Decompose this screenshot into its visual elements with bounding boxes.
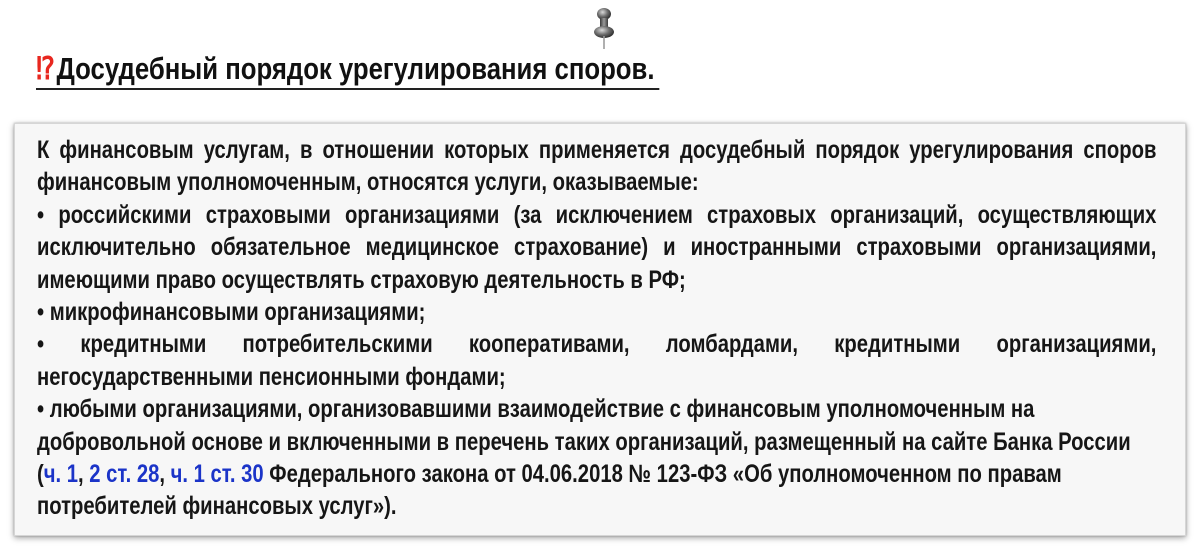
list-item: • микрофинансовыми организациями; (37, 298, 426, 327)
pushpin-icon (592, 6, 616, 52)
list-item-text: • любыми организациями, организовавшими взаимодействие с финансовым уполномоченным на добровольной основе и включенными в перечень таких организаций, размещенный на сайте Банка России ( (37, 395, 1131, 489)
separator: , (159, 460, 171, 489)
card-content (37, 134, 1156, 523)
page-title (36, 50, 659, 90)
info-card (14, 123, 1186, 536)
law-reference-link[interactable]: 2 ст. 28 (89, 460, 160, 489)
exclamation-question-mark-icon: ⁉ (36, 51, 55, 86)
list-item-tail: Федерального закона от 04.06.2018 № 123-ФЗ «Об уполномоченном по правам потребителей финансовых услуг»). (37, 460, 1062, 521)
page-title-text: Досудебный порядок урегулирования споров. (56, 51, 655, 86)
list-item-with-references (37, 393, 1156, 523)
separator: , (78, 460, 90, 489)
list-item: • кредитными потребительскими кооперативами, ломбардами, кредитными организациями, негосударственными пенсионными фондами; (37, 330, 1157, 391)
list-item: • российскими страховыми организациями (за исключением страховых организаций, осуществляющих исключительно обязательное медицинское страхование) и иностранными страховыми организациями, имеющими право осуществлять страховую деятельность в РФ; (37, 200, 1157, 294)
law-reference-link[interactable]: ч. 1 ст. 30 (170, 460, 264, 489)
law-reference-link[interactable]: ч. 1 (43, 460, 79, 489)
intro-paragraph: К финансовым услугам, в отношении которых применяется досудебный порядок урегулирования споров финансовым уполномоченным, относятся услуги, оказываемые: (37, 136, 1157, 197)
